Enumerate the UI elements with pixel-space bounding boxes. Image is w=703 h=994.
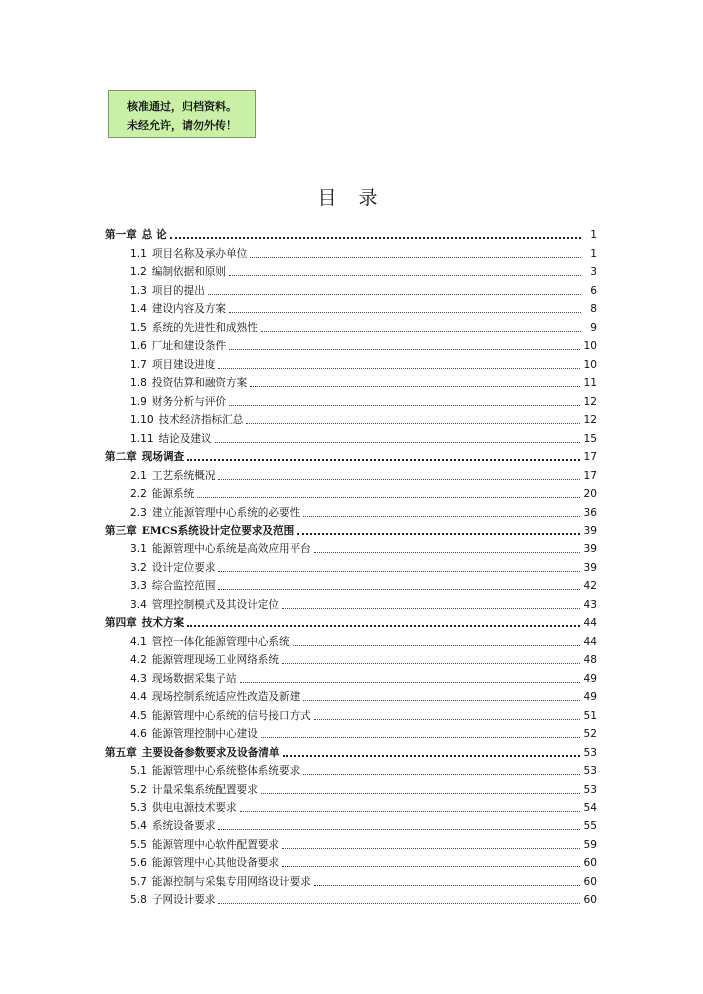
toc-entry-label (130, 802, 237, 815)
toc-entry-text: 主要设备参数要求及设备清单 (141, 746, 280, 759)
toc-entry-text: 能源管理中心软件配置要求 (151, 838, 279, 851)
toc-entry-number: 1.2 (130, 266, 147, 279)
toc-section-entry[interactable] (105, 409, 597, 427)
toc-entry-text: 能源管理现场工业网络系统 (151, 654, 279, 667)
toc-entry-number: 4.3 (130, 672, 147, 685)
toc-entry-number: 3.1 (130, 543, 147, 556)
dot-leader (282, 847, 580, 849)
approval-notice-box (108, 90, 256, 138)
toc-page-number: 43 (583, 598, 597, 611)
toc-entry-number: 2.2 (130, 488, 147, 501)
toc-page-number: 49 (583, 691, 597, 704)
toc-entry-label (130, 543, 311, 556)
toc-entry-label (130, 691, 300, 704)
toc-entry-number: 5.7 (130, 875, 147, 888)
dot-leader (250, 385, 579, 387)
dot-leader (218, 828, 579, 830)
toc-entry-label (130, 285, 205, 298)
toc-entry-label (130, 654, 279, 667)
toc-page-number: 1 (590, 247, 597, 260)
toc-entry-text: 管理控制模式及其设计定位 (151, 598, 279, 611)
toc-entry-text: 计量采集系统配置要求 (151, 783, 258, 796)
toc-section-entry[interactable] (105, 427, 597, 445)
dot-leader (297, 532, 579, 535)
toc-entry-label (130, 894, 215, 907)
toc-section-entry[interactable] (105, 686, 597, 704)
toc-page-number: 44 (583, 617, 597, 630)
dot-leader (246, 422, 579, 424)
toc-entry-label (130, 710, 311, 723)
toc-entry-number: 4.6 (130, 728, 147, 741)
toc-entry-number: 5.2 (130, 783, 147, 796)
toc-entry-number: 3.3 (130, 580, 147, 593)
toc-entry-number: 5.8 (130, 894, 147, 907)
toc-entry-text: 工艺系统概况 (151, 469, 216, 482)
toc-entry-number: 1.10 (130, 414, 154, 427)
toc-entry-number: 4.1 (130, 635, 147, 648)
dot-leader (240, 681, 580, 683)
toc-entry-text: 技术经济指标汇总 (158, 414, 244, 427)
toc-page-number: 60 (583, 857, 597, 870)
toc-entry-text: 项目建设进度 (151, 358, 216, 371)
toc-page-number: 39 (583, 543, 597, 556)
dot-leader (218, 588, 579, 590)
dot-leader (170, 236, 581, 239)
toc-entry-label (105, 451, 184, 464)
toc-entry-number: 4.5 (130, 709, 147, 722)
toc-entry-text: 现场数据采集子站 (151, 672, 237, 685)
toc-entry-text: 能源管理控制中心建设 (151, 728, 258, 741)
toc-entry-text: 能源管理中心系统的信号接口方式 (151, 709, 311, 722)
dot-leader (229, 348, 580, 350)
toc-chapter-entry[interactable] (105, 520, 597, 538)
toc-entry-number: 3.2 (130, 561, 147, 574)
toc-entry-text: 系统的先进性和成熟性 (151, 321, 258, 334)
toc-section-entry[interactable] (105, 649, 597, 667)
toc-entry-number: 5.6 (130, 857, 147, 870)
toc-chapter-entry[interactable] (105, 446, 597, 464)
toc-entry-text: EMCS系统设计定位要求及范围 (141, 524, 295, 537)
toc-entry-label (105, 229, 167, 242)
toc-entry-text: 能源管理中心其他设备要求 (151, 857, 279, 870)
toc-entry-text: 综合监控范围 (151, 580, 216, 593)
toc-section-entry[interactable] (105, 390, 597, 408)
dot-leader (229, 274, 581, 276)
dot-leader (187, 624, 579, 627)
dot-leader (293, 644, 580, 646)
toc-entry-number: 1.5 (130, 321, 147, 334)
toc-page-number: 17 (583, 469, 597, 482)
toc-entry-label (130, 784, 258, 797)
toc-entry-label (130, 507, 300, 520)
toc-section-entry[interactable] (105, 298, 597, 316)
toc-entry-number: 1.7 (130, 358, 147, 371)
toc-section-entry[interactable] (105, 723, 597, 741)
toc-page-number: 49 (583, 672, 597, 685)
toc-page-number: 15 (583, 432, 597, 445)
toc-page-number: 59 (583, 838, 597, 851)
toc-entry-text: 现场控制系统适应性改造及新建 (151, 691, 301, 704)
dot-leader (282, 662, 580, 664)
toc-entry-label (130, 414, 243, 427)
dot-leader (218, 367, 579, 369)
toc-section-entry[interactable] (105, 833, 597, 851)
toc-section-entry[interactable] (105, 556, 597, 574)
toc-page-number: 17 (583, 451, 597, 464)
dot-leader (314, 718, 580, 720)
dot-leader (282, 865, 580, 867)
toc-page-number: 10 (583, 340, 597, 353)
toc-chapter-entry[interactable] (105, 612, 597, 630)
toc-entry-label (105, 747, 280, 760)
toc-section-entry[interactable] (105, 630, 597, 648)
toc-entry-number: 第一章 (105, 229, 137, 242)
toc-entry-number: 2.3 (130, 506, 147, 519)
toc-entry-text: 管控一体化能源管理中心系统 (151, 635, 290, 648)
toc-page-number: 12 (583, 414, 597, 427)
toc-entry-label (130, 470, 215, 483)
toc-page-number: 12 (583, 395, 597, 408)
toc-entry-number: 1.6 (130, 340, 147, 353)
toc-entry-number: 1.9 (130, 395, 147, 408)
notice-line-1: 核准通过，归档资料。 (127, 100, 237, 113)
dot-leader (208, 293, 581, 295)
toc-page-number: 11 (583, 377, 597, 390)
toc-entry-text: 设计定位要求 (151, 561, 216, 574)
dot-leader (197, 496, 579, 498)
toc-page-number: 54 (583, 802, 597, 814)
toc-page-number: 20 (583, 488, 597, 501)
toc-section-entry[interactable] (105, 760, 597, 778)
toc-entry-text: 总 论 (141, 229, 167, 242)
toc-section-entry[interactable] (105, 501, 597, 519)
toc-entry-number: 1.4 (130, 303, 147, 316)
toc-section-entry[interactable] (105, 889, 597, 907)
toc-page-number: 60 (583, 875, 597, 888)
dot-leader (218, 570, 579, 572)
toc-entry-number: 5.5 (130, 838, 147, 851)
toc-entry-text: 系统设备要求 (151, 820, 216, 833)
toc-section-entry[interactable] (105, 797, 597, 815)
toc-section-entry[interactable] (105, 261, 597, 279)
toc-entry-label (130, 340, 226, 353)
toc-entry-text: 能源系统 (151, 488, 195, 501)
toc-section-entry[interactable] (105, 483, 597, 501)
dot-leader (314, 551, 580, 553)
dot-leader (261, 330, 581, 332)
dot-leader (261, 792, 580, 794)
dot-leader (303, 699, 579, 701)
toc-entry-number: 5.1 (130, 765, 147, 778)
toc-section-entry[interactable] (105, 335, 597, 353)
toc-entry-label (130, 636, 290, 649)
toc-page-number: 10 (583, 358, 597, 371)
toc-entry-number: 3.4 (130, 598, 147, 611)
toc-section-entry[interactable] (105, 852, 597, 870)
table-of-contents (105, 224, 597, 907)
toc-entry-text: 能源控制与采集专用网络设计要求 (151, 875, 311, 888)
toc-entry-text: 子网设计要求 (151, 894, 216, 907)
toc-entry-label (130, 266, 226, 279)
toc-section-entry[interactable] (105, 464, 597, 482)
toc-entry-label (130, 433, 212, 446)
toc-page-number: 60 (583, 894, 597, 907)
toc-entry-number: 5.4 (130, 820, 147, 833)
toc-entry-label (130, 876, 311, 889)
toc-section-entry[interactable] (105, 593, 597, 611)
toc-chapter-entry[interactable] (105, 741, 597, 759)
dot-leader (261, 736, 580, 738)
toc-entry-text: 建设内容及方案 (151, 303, 227, 316)
dot-leader (314, 884, 580, 886)
toc-entry-number: 1.3 (130, 284, 147, 297)
dot-leader (282, 607, 580, 609)
toc-entry-label (130, 820, 215, 833)
toc-entry-number: 2.1 (130, 469, 147, 482)
toc-entry-label (130, 322, 258, 335)
toc-entry-number: 1.11 (130, 432, 154, 445)
toc-entry-text: 财务分析与评价 (151, 395, 227, 408)
toc-entry-label (130, 488, 194, 501)
toc-section-entry[interactable] (105, 778, 597, 796)
toc-section-entry[interactable] (105, 815, 597, 833)
toc-page-number: 48 (583, 654, 597, 667)
toc-entry-text: 现场调查 (141, 451, 185, 464)
toc-page-number: 36 (583, 506, 597, 519)
toc-page-number: 6 (590, 284, 597, 297)
toc-entry-label (105, 617, 184, 630)
toc-entry-label (130, 857, 279, 870)
toc-section-entry[interactable] (105, 353, 597, 371)
dot-leader (229, 404, 580, 406)
toc-entry-label (130, 377, 247, 390)
toc-entry-text: 编制依据和原则 (151, 266, 227, 279)
toc-entry-number: 第二章 (105, 451, 137, 464)
toc-entry-label (130, 359, 215, 372)
toc-page-number: 9 (590, 321, 597, 334)
toc-entry-text: 项目名称及承办单位 (151, 247, 248, 260)
toc-entry-number: 第五章 (105, 746, 137, 759)
toc-page-number: 51 (583, 709, 597, 722)
toc-entry-number: 5.3 (130, 802, 147, 814)
toc-section-entry[interactable] (105, 242, 597, 260)
toc-section-entry[interactable] (105, 372, 597, 390)
toc-entry-label (130, 728, 258, 741)
toc-page-number: 44 (583, 635, 597, 648)
toc-section-entry[interactable] (105, 316, 597, 334)
dot-leader (250, 256, 581, 258)
toc-section-entry[interactable] (105, 575, 597, 593)
dot-leader (240, 810, 580, 812)
toc-page-number: 52 (583, 728, 597, 741)
toc-page-number: 1 (590, 229, 597, 242)
dot-leader (303, 773, 579, 775)
toc-entry-label (130, 599, 279, 612)
toc-title: 目 录 (317, 187, 386, 209)
toc-entry-label (130, 562, 215, 575)
toc-entry-number: 4.4 (130, 691, 147, 704)
toc-entry-text: 投资估算和融资方案 (151, 377, 248, 390)
toc-entry-label (105, 525, 294, 538)
notice-line-2: 未经允许，请勿外传！ (127, 119, 237, 132)
toc-page-number: 3 (590, 266, 597, 279)
toc-section-entry[interactable] (105, 538, 597, 556)
toc-entry-label (130, 248, 247, 261)
toc-entry-number: 第四章 (105, 617, 137, 630)
dot-leader (218, 902, 579, 904)
dot-leader (303, 515, 579, 517)
dot-leader (283, 754, 580, 757)
toc-entry-text: 供电电源技术要求 (151, 802, 237, 814)
toc-section-entry[interactable] (105, 279, 597, 297)
dot-leader (229, 311, 581, 313)
toc-page-number: 42 (583, 580, 597, 593)
toc-entry-text: 技术方案 (141, 617, 185, 630)
toc-entry-number: 1.8 (130, 377, 147, 390)
toc-entry-number: 第三章 (105, 524, 137, 537)
toc-entry-text: 厂址和建设条件 (151, 340, 227, 353)
toc-entry-text: 项目的提出 (151, 284, 205, 297)
dot-leader (187, 458, 579, 461)
toc-entry-label (130, 839, 279, 852)
toc-entry-text: 能源管理中心系统整体系统要求 (151, 765, 301, 778)
toc-page-number: 8 (590, 303, 597, 316)
toc-entry-text: 结论及建议 (158, 432, 212, 445)
toc-entry-number: 4.2 (130, 654, 147, 667)
toc-entry-label (130, 396, 226, 409)
toc-page-number: 39 (583, 561, 597, 574)
toc-entry-label (130, 580, 215, 593)
toc-section-entry[interactable] (105, 704, 597, 722)
toc-page-number: 53 (583, 746, 597, 759)
toc-entry-number: 1.1 (130, 247, 147, 260)
toc-page-number: 39 (583, 524, 597, 537)
toc-section-entry[interactable] (105, 870, 597, 888)
toc-entry-label (130, 303, 226, 316)
toc-page-number: 55 (583, 820, 597, 833)
toc-entry-text: 建立能源管理中心系统的必要性 (151, 506, 301, 519)
toc-entry-label (130, 765, 300, 778)
toc-page-number: 53 (583, 783, 597, 796)
dot-leader (218, 478, 579, 480)
dot-leader (215, 441, 580, 443)
toc-page-number: 53 (583, 765, 597, 778)
toc-section-entry[interactable] (105, 667, 597, 685)
toc-entry-text: 能源管理中心系统是高效应用平台 (151, 543, 311, 556)
toc-chapter-entry[interactable] (105, 224, 597, 242)
toc-entry-label (130, 673, 237, 686)
